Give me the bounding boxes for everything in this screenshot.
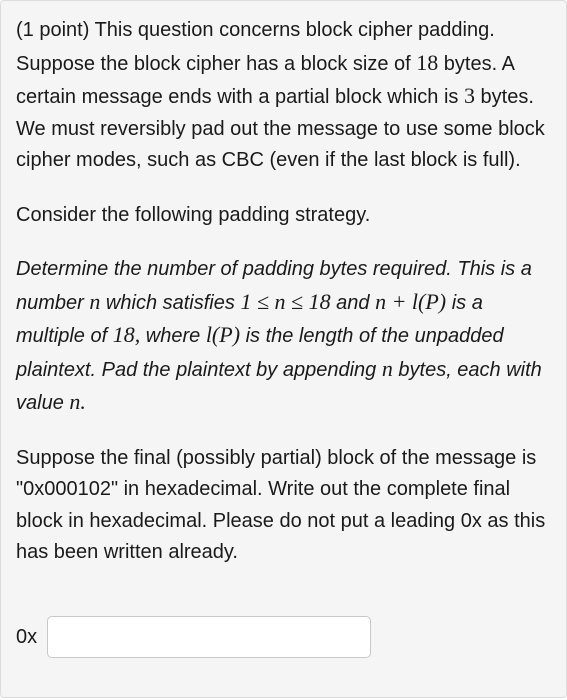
math-n-count: n bbox=[381, 355, 393, 381]
rule-text-c: and bbox=[330, 291, 376, 314]
rule-text-a: Determine the number of padding bytes required. This is a number bbox=[16, 258, 532, 314]
math-sum-expression: n + l(P) bbox=[375, 288, 447, 314]
intro-text-b: bytes. A certain message ends with a partial block which is bbox=[16, 52, 514, 108]
hex-prefix-label: 0x bbox=[16, 625, 38, 648]
question-paragraph-intro bbox=[16, 15, 551, 177]
rule-text-d: is a multiple of bbox=[16, 291, 483, 347]
rule-text-b: which satisfies bbox=[100, 291, 241, 314]
math-length-function: l(P) bbox=[205, 322, 241, 347]
block-size-value: 18 bbox=[416, 49, 439, 75]
question-body bbox=[16, 15, 551, 592]
rule-text-f: is the length of the unpadded plaintext. Pad the plaintext by appending bbox=[16, 325, 504, 381]
answer-input[interactable] bbox=[47, 616, 371, 658]
rule-text-g: bytes, each with value bbox=[16, 358, 542, 414]
intro-text-c: bytes. We must reversibly pad out the message to use some block cipher modes, such as CBC (even if the last block is full). bbox=[16, 86, 545, 171]
math-multiple: 18, bbox=[112, 322, 141, 347]
math-n: n bbox=[89, 288, 101, 314]
partial-length-value: 3 bbox=[464, 83, 475, 108]
math-inequality: 1 ≤ n ≤ 18 bbox=[240, 288, 331, 314]
answer-row bbox=[16, 615, 371, 659]
intro-text-a: (1 point) This question concerns block cipher padding. Suppose the block cipher has a block size of bbox=[16, 19, 495, 75]
math-n-value: n. bbox=[69, 389, 86, 414]
question-paragraph-task: Suppose the final (possibly partial) block of the message is "0x000102" in hexadecimal. Write out the complete final block in hexadecimal. Please do not put a leading 0x as this has been written already. bbox=[16, 446, 546, 563]
question-paragraph-strategy: Consider the following padding strategy. bbox=[16, 203, 371, 226]
rule-text-e: where bbox=[140, 325, 206, 347]
question-paragraph-padding-rule bbox=[16, 254, 551, 420]
